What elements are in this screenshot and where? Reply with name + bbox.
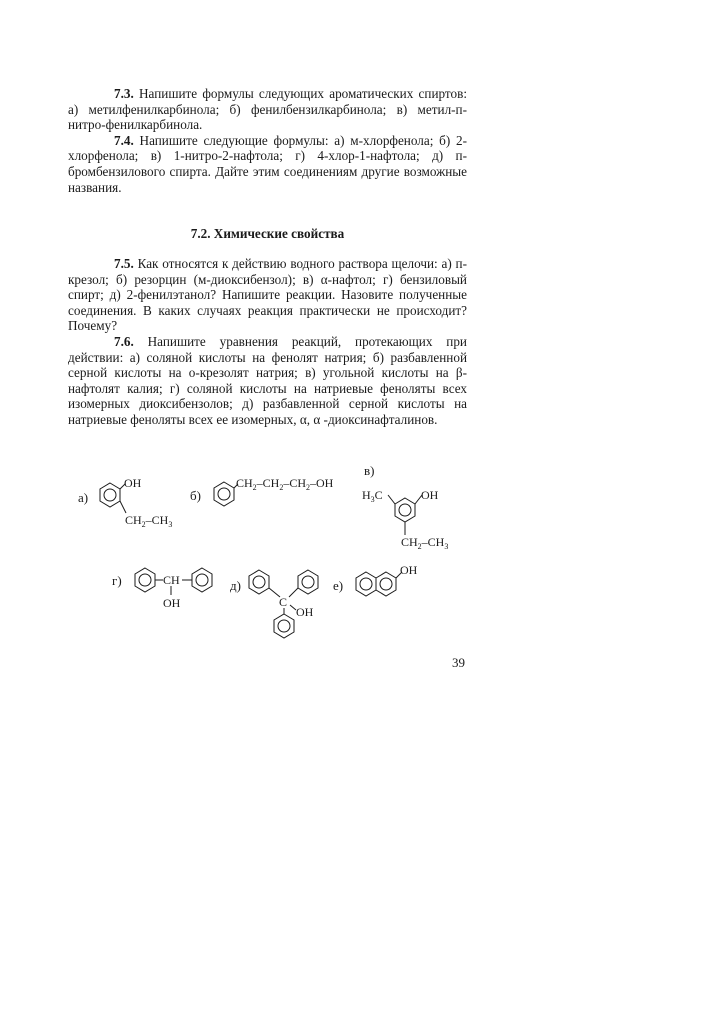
svg-text:CH2–CH3: $CH_2-CH_3$ [125,513,173,529]
label-b: б) [190,488,201,503]
problem-7-4: 7.4. Напишите следующие формулы: а) м-хлорфенола; б) 2-хлорфенола; в) 1-нитро-2-нафтола; г) 4-хлор-1-нафтола; д) п-бромбензилового спирта. Дайте этим соединениям другие возможные названия. [68,132,467,195]
benzene-ring [249,570,269,594]
naphthalene-ring-left [356,572,376,596]
benzene-ring [298,570,318,594]
svg-text:OH: OH [296,605,314,619]
problem-7-5: 7.5. Как относятся к действию водного раствора щелочи: а) п-крезол; б) резорцин (м-диоксибензол); в) α-нафтол; г) бензиловый спирт; д) 2-фенилэтанол? Напишите реакции. Назовите полученные соединения. В каких случаях реакция практически не происходит? Почему? [68,256,467,334]
benzene-ring [100,483,120,507]
label-g: г) [112,573,122,588]
label-d: д) [230,578,241,593]
benzene-ring [135,568,155,592]
svg-text:H3C: $H_3C$ [362,488,383,504]
benzene-ring [395,498,415,522]
structure-d [249,570,318,638]
structure-a [100,476,172,529]
svg-text:CH: CH [163,573,180,587]
svg-text:OH: OH [124,476,142,490]
svg-text:OH: OH [400,563,418,577]
svg-text:CH2–CH3: $CH_2-CH_3$ [401,535,449,551]
svg-text:OH: OH [163,596,181,610]
benzene-ring [214,482,234,506]
structure-g [135,568,212,610]
benzene-ring [274,614,294,638]
label-e: е) [333,578,344,593]
problem-7-6: 7.6. Напишите уравнения реакций, протекающих при действии: а) соляной кислоты на фенолят натрия; б) разбавленной серной кислоты на о-крезолят натрия; в) угольной кислоты на β-нафтолят калия; г) соляной кислоты на натриевые феноляты всех изомерных диоксибензолов; д) разбавленной серной кислоты на натриевые феноляты всех ее изомерных, α, α -диоксинафталинов. [68,333,467,427]
structure-e [356,563,418,596]
aromatic-circle [218,488,230,500]
aromatic-circle [104,489,116,501]
structure-v [362,488,448,551]
aromatic-circle [399,504,411,516]
svg-text:CH2–CH2–CH2–OH: $CH_2-CH_2-CH_2-OH$ [236,476,334,492]
naphthalene-ring-right [376,572,396,596]
svg-text:C: C [279,595,288,609]
svg-text:OH: OH [421,488,439,502]
problem-7-3: 7.3. Напишите формулы следующих ароматических спиртов: а) метилфенилкарбинола; б) фенилбензилкарбинола; в) метил-п-нитро-фенилкарбинола. [68,86,467,133]
section-heading: 7.2. Химические свойства [190,226,345,241]
structure-b [214,476,334,506]
page-number: 39 [452,655,465,670]
label-v: в) [364,463,375,478]
benzene-ring [192,568,212,592]
label-a: а) [78,490,89,505]
